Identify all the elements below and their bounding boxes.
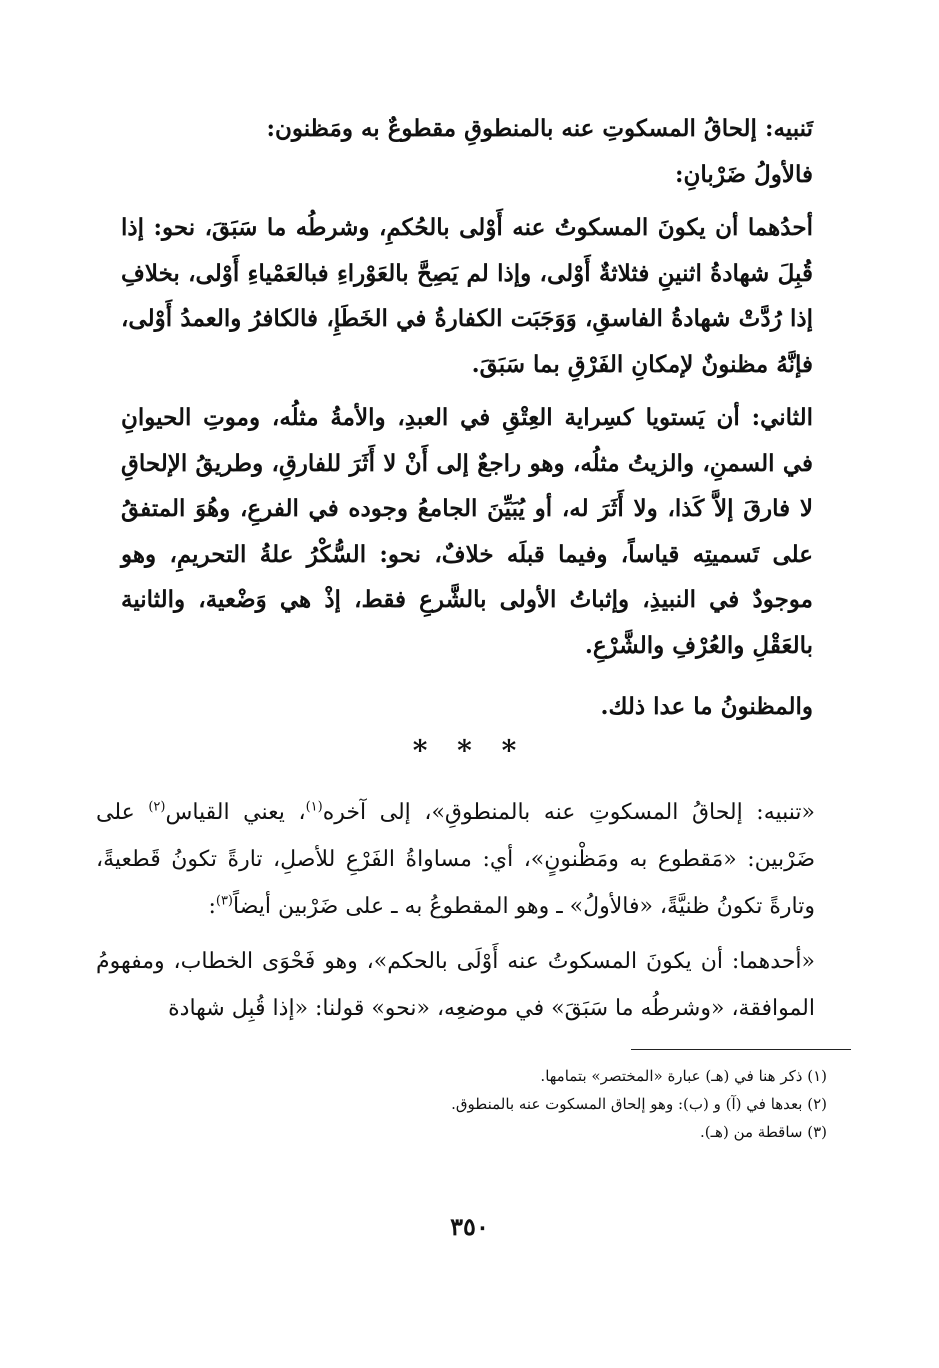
footnote-ref-2[interactable]: (٢) — [148, 799, 166, 815]
footnote-ref-3[interactable]: (٣) — [215, 893, 233, 909]
commentary-text-run: على ضَرْبين: «مَقطوع به ومَظْنونٍ»، أي: مساواةُ الفَرْعِ للأصلِ، تارةً تكونُ قَطعيةً، وتارةً تكونُ ظنيَّةً، «فالأولُ» ـ وهو المقطوعُ به ـ على ضَرْبين أيضاً — [96, 800, 815, 919]
commentary-text-run: ، يعني القياس — [165, 800, 306, 825]
footnote-divider — [631, 1049, 851, 1050]
matn-paragraph-second: الثاني: أن يَستويا كسِراية العِتْقِ في العبدِ، والأمةُ مثلُه، وموتِ الحيوانِ في السمنِ، والزيتُ مثلُه، وهو راجعٌ إلى أَنْ لا أَثَرَ للفارقِ، وطريقُ الإلحاقِ لا فارقَ إلاَّ كَذا، ولا أَثَرَ له، أو يُبَيِّنَ الجامعُ وجوده في الفرعِ، وهُوَ المتفقُ على تَسميتِه قياساً، وفيما قبلَه خلافٌ، نحو: السُّكْرُ علةُ التحريمِ، وهو موجودٌ في النبيذِ، وإثباتُ الأولى بالشَّرعِ فقط، إذْ هي وَضْعية، والثانية بالعَقْلِ والعُرْفِ والشَّرْعِ. — [121, 404, 813, 659]
section-separator: * * * — [412, 734, 527, 767]
commentary-paragraph-1 — [96, 789, 851, 930]
main-text — [121, 106, 851, 730]
footnote-ref-1[interactable]: (١) — [305, 799, 323, 815]
footnotes — [107, 1062, 827, 1146]
matn-paragraph-tanbih: تَنبيه: إلحاقُ المسكوتِ عنه بالمنطوقِ مقطوعٌ به ومَظنون: — [266, 115, 813, 142]
matn-paragraph-mazun: والمظنونُ ما عدا ذلك. — [600, 693, 813, 720]
commentary-text-run: «تنبيه: إلحاقُ المسكوتِ عنه بالمنطوقِ»، إلى آخره — [322, 800, 815, 825]
commentary-text-run: : — [208, 894, 216, 919]
matn-paragraph-first: أحدُهما أن يكونَ المسكوتُ عنه أَوْلى بالحُكمِ، وشرطُه ما سَبَقَ، نحو: إذا قُبِلَ شهادةُ اثنينِ فثلاثةٌ أَوْلى، وإذا لم يَصِحَّ بالعَوْراءِ فبالعَمْياءِ أَوْلى، بخلافِ إذا رُدَّتْ شهادةُ الفاسقِ، وَوَجَبَت الكفارةُ في الخَطَإِ، فالكافرُ والعمدُ أَوْلى، فإنَّهُ مظنونٌ لإمكانِ الفَرْقِ بما سَبَقَ. — [121, 214, 813, 378]
commentary-text — [96, 789, 851, 1032]
footnote-2: (٢) بعدها في (آ) و (ب): وهو إلحاق المسكوت عنه بالمنطوق. — [451, 1095, 827, 1113]
page-number: ٣٥٠ — [450, 1212, 489, 1241]
footnote-3: (٣) ساقطة من (هـ). — [700, 1123, 827, 1141]
matn-paragraph-first-kind: فالأولُ ضَرْبانِ: — [675, 160, 813, 188]
footnote-1: (١) ذكر هنا في (هـ) عبارة «المختصر» بتمامها. — [540, 1067, 827, 1085]
commentary-paragraph-2: «أحدهما: أن يكونَ المسكوتُ عنه أَوْلَى بالحكم»، وهو فَحْوَى الخطاب، ومفهومُ الموافقة، «وشرطُه ما سَبَقَ» في موضعِه، «نحو» قولنا: «إذا قُبِل شهادة — [96, 949, 815, 1021]
